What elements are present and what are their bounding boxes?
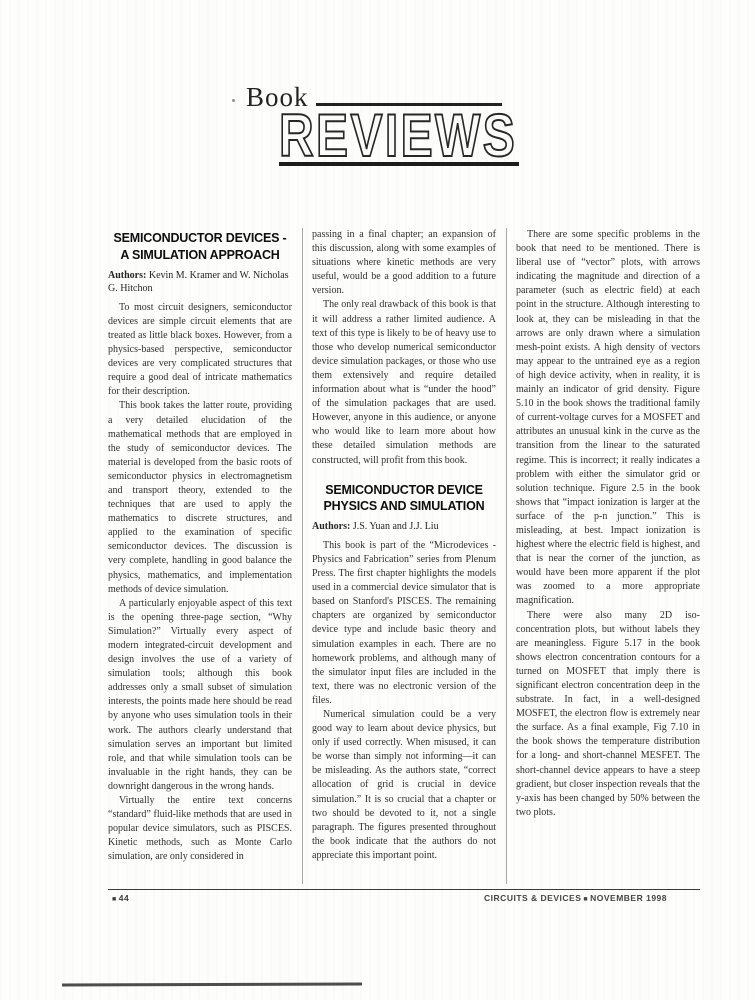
authors-label: Authors: <box>312 521 351 533</box>
book-reviews-masthead <box>246 84 529 166</box>
scan-artifact-dot <box>232 99 235 102</box>
masthead-kicker-row <box>246 84 529 111</box>
paragraph: Virtually the entire text concerns “standard” fluid-like methods that are used in popular device simulators, such as PISCES. Kinetic methods, such as Monte Carlo simulation, are only considered in <box>108 795 292 863</box>
footer-row <box>108 893 700 903</box>
authors-names: Kevin M. Kramer and W. Nicholas G. Hitchon <box>108 269 289 295</box>
column-1 <box>108 228 292 884</box>
issue-date: NOVEMBER 1998 <box>590 893 667 903</box>
paragraph: The only real drawback of this book is that it will address a rather limited audience. A text of this type is likely to be of heavy use to those who develop numerical semiconductor device simulation packages, or those who use them extensively and require detailed information about what is “under the hood” of the simulation packages that are used. However, anyone in this audience, or anyone who would like to learn more about how these detailed simulation methods are constructed, will profit from this book. <box>312 299 496 466</box>
column-2 <box>302 228 496 884</box>
paragraph: This book takes the latter route, providing a very detailed elucidation of the mathematical methods that are employed in the study of semiconductor devices. The material is developed from the basic roots of semiconductor physics in electromagnetism and transport theory, extended to the techniques that are used to apply the mathematics to discrete structures, and applied to the examination of specific semiconductor devices. The discussion is very complete, handling in good balance the physics, mathematics, and implementation methods of device simulation. <box>108 400 292 595</box>
column-3 <box>506 228 700 884</box>
masthead-rule-top <box>316 103 502 106</box>
masthead-title-text: REVIEWS <box>279 108 518 162</box>
article-columns <box>108 228 700 884</box>
paragraph: This book is part of the “Microdevices - Physics and Fabrication” series from Plenum Press. The first chapter highlights the models used in a commercial device simulator that is based on Stanford's PISCES. The remaining chapters are organized by semiconductor device type and include basic theory and simulation examples in each. There are no homework problems, and although many of the simulator input files are included in the text, there was no electronic version of the files. <box>312 539 496 706</box>
square-bullet-icon: ■ <box>583 896 589 903</box>
review-2-authors <box>312 520 496 534</box>
page-footer <box>108 889 700 903</box>
masthead-kicker: Book <box>246 82 309 112</box>
masthead-title <box>279 108 529 162</box>
paragraph: There are some specific problems in the book that need to be mentioned. There is liberal use of “vector” plots, with arrows indicating the magnitude and direction of a parameter (such as electric field) at each point in the structure. Although interesting to look at, they can be misleading in that the arrows are only drawn where a simulation mesh-point exists. A high density of vectors may appear to the untrained eye as a region of high device activity, when in reality, it is mainly an indicator of grid density. Figure 5.10 in the book shows the traditional family of current-voltage curves for a MOSFET and attributes an unusual kink in the curve as the transition from the linear to the saturated regime. This is incorrect; it really indicates a problem with either the simulator grid or solution technique. Figure 2.5 in the book shows that “impact ionization is larger at the surface of the p-n junction.” This is misleading, at best. Impact ionization is highest where the electric field is highest, and that is near the corner of the junction, as would have been more apparent if the plot was zoomed to a more appropriate magnification. <box>516 229 700 607</box>
review-1-title: SEMICONDUCTOR DEVICES - A SIMULATION APPROACH <box>113 231 287 262</box>
square-bullet-icon: ■ <box>112 896 117 903</box>
authors-label: Authors: <box>108 269 147 281</box>
scan-artifact-line <box>62 982 362 986</box>
magazine-credit <box>484 893 667 903</box>
authors-names: J.S. Yuan and J.J. Liu <box>352 521 439 533</box>
paragraph: A particularly enjoyable aspect of this text is the opening three-page section, “Why Simulation?” Virtually every aspect of modern integrated-circuit development and design involves the use of a variety of simulation tools; although this book addresses only a small subset of simulation interests, the points made here should be read by anyone who uses simulation tools in their work. The authors clearly understand that simulation serves an important but limited role, and that while simulation tools can be invaluable in the right hands, they can be downright dangerous in the wrong hands. <box>108 597 292 792</box>
paragraph-continuation: passing in a final chapter; an expansion of this discussion, along with some examples of situations where kinetic methods are very useful, would be a good addition to a future version. <box>312 229 496 297</box>
page-number-value: 44 <box>118 893 130 903</box>
review-1-authors <box>108 269 292 296</box>
paragraph: There were also many 2D iso-concentration plots, but without labels they are meaningless. Figure 5.17 in the book shows electron concentration contours for a turned on MOSFET that imply there is significant electron concentration deep in the substrate. In fact, in a well-designed MOSFET, the electron flow is extremely near the surface. As a final example, Fig 7.10 in the book shows the temperature distribution for a long- and short-channel MESFET. The short-channel device appears to have a steep gradient, but closer inspection reveals that the y-axis has been changed by 50% between the two plots. <box>516 609 700 818</box>
masthead-rule-bottom <box>279 162 519 166</box>
magazine-name: CIRCUITS & DEVICES <box>484 893 582 903</box>
page-number <box>110 893 129 903</box>
paragraph: To most circuit designers, semiconductor devices are simple circuit elements that are treated as little black boxes. However, from a physics-based perspective, semiconductor devices are very complicated structures that require a good deal of intricate mathematics for their description. <box>108 301 292 398</box>
review-2-title: SEMICONDUCTOR DEVICE PHYSICS AND SIMULATION <box>323 482 485 514</box>
paragraph: Numerical simulation could be a very good way to learn about device physics, but only if used correctly. When misused, it can be worse than simply not informing—it can be misleading. As the authors state, “correct allocation of grid is crucial in device simulation.” It is so crucial that a chapter or two should be devoted to it, not a single paragraph. The figures presented throughout the book indicate that the authors do not appreciate this important point. <box>312 708 496 861</box>
